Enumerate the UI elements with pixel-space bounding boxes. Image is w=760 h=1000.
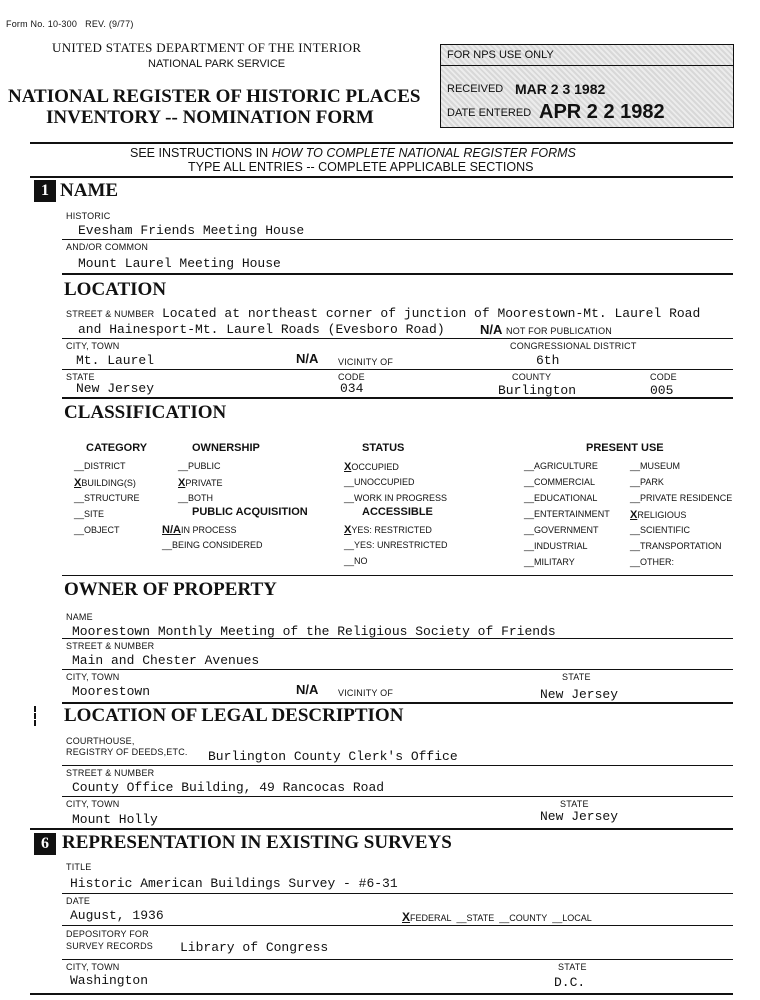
category-option bbox=[74, 461, 126, 471]
option-label: BEING CONSIDERED bbox=[172, 540, 263, 550]
survey-state-label: STATE bbox=[558, 962, 587, 972]
legal-street-label: STREET & NUMBER bbox=[66, 768, 155, 778]
not-for-publication-mark: N/A bbox=[480, 322, 503, 337]
present-use-option bbox=[524, 509, 610, 519]
option-label: COMMERCIAL bbox=[534, 477, 596, 487]
option-label: IN PROCESS bbox=[180, 525, 237, 535]
common-label: AND/OR COMMON bbox=[66, 242, 149, 252]
surveys-section-title: REPRESENTATION IN EXISTING SURVEYS bbox=[62, 832, 452, 853]
option-mark: __ bbox=[630, 477, 641, 487]
option-mark: __ bbox=[344, 493, 355, 503]
department-name: UNITED STATES DEPARTMENT OF THE INTERIOR bbox=[52, 40, 362, 55]
option-mark: __ bbox=[524, 509, 535, 519]
option-mark: __ bbox=[74, 509, 85, 519]
category-head: CATEGORY bbox=[86, 442, 148, 454]
ownership-option bbox=[178, 477, 223, 489]
option-mark: X bbox=[344, 524, 352, 536]
classification-section-title: CLASSIFICATION bbox=[64, 402, 227, 423]
owner-state-label: STATE bbox=[562, 672, 591, 682]
option-mark: __ bbox=[630, 461, 641, 471]
survey-city-label: CITY, TOWN bbox=[66, 962, 120, 972]
option-label: SITE bbox=[84, 509, 105, 519]
option-label: PRIVATE bbox=[185, 478, 223, 488]
owner-street-value: Main and Chester Avenues bbox=[72, 653, 260, 668]
present-use-option bbox=[630, 541, 722, 551]
acquisition-head: PUBLIC ACQUISITION bbox=[192, 506, 308, 518]
option-mark: __ bbox=[162, 540, 173, 550]
present-use-option bbox=[524, 525, 599, 535]
name-section-title: NAME bbox=[60, 180, 119, 201]
option-label: TRANSPORTATION bbox=[640, 541, 722, 551]
option-label: GOVERNMENT bbox=[534, 525, 599, 535]
service-name: NATIONAL PARK SERVICE bbox=[148, 58, 286, 70]
ownership-option bbox=[178, 461, 221, 471]
date-entered-label: DATE ENTERED bbox=[447, 107, 532, 119]
status-option bbox=[344, 477, 415, 487]
depository-label-1: DEPOSITORY FOR bbox=[66, 929, 149, 939]
category-option bbox=[74, 525, 120, 535]
section-number-6: 6 bbox=[34, 833, 56, 855]
option-label: RELIGIOUS bbox=[637, 510, 687, 520]
option-label: STRUCTURE bbox=[84, 493, 140, 503]
category-option bbox=[74, 509, 104, 519]
option-mark: __ bbox=[524, 541, 535, 551]
option-label: PARK bbox=[640, 477, 664, 487]
present-use-option bbox=[630, 557, 674, 567]
instructions-line2: TYPE ALL ENTRIES -- COMPLETE APPLICABLE SECTIONS bbox=[188, 160, 534, 174]
owner-state-value: New Jersey bbox=[540, 687, 619, 702]
date-entered-stamp: APR 2 2 1982 bbox=[539, 101, 665, 123]
county-code-label: CODE bbox=[650, 372, 677, 382]
accessible-head: ACCESSIBLE bbox=[362, 506, 433, 518]
option-mark: __ bbox=[74, 493, 85, 503]
ownership-head: OWNERSHIP bbox=[192, 442, 260, 454]
present-use-head: PRESENT USE bbox=[586, 442, 664, 454]
option-label: DISTRICT bbox=[84, 461, 126, 471]
option-label: NO bbox=[354, 556, 368, 566]
option-label: EDUCATIONAL bbox=[534, 493, 598, 503]
option-mark: __ bbox=[178, 493, 189, 503]
option-label: WORK IN PROGRESS bbox=[354, 493, 448, 503]
option-label: OBJECT bbox=[84, 525, 120, 535]
county-code-value: 005 bbox=[650, 383, 674, 398]
legal-city-label: CITY, TOWN bbox=[66, 799, 120, 809]
location-section-title: LOCATION bbox=[64, 279, 167, 300]
option-label: SCIENTIFIC bbox=[640, 525, 691, 535]
form-number: Form No. 10-300 REV. (9/77) bbox=[6, 19, 134, 29]
location-street-line1: Located at northeast corner of junction of Moorestown-Mt. Laurel Road bbox=[162, 306, 701, 321]
option-mark: X bbox=[178, 477, 186, 489]
present-use-option bbox=[524, 493, 597, 503]
present-use-option bbox=[524, 557, 575, 567]
option-mark: __ bbox=[524, 461, 535, 471]
not-for-publication-label: NOT FOR PUBLICATION bbox=[506, 326, 612, 336]
historic-label: HISTORIC bbox=[66, 211, 111, 221]
location-code-value: 034 bbox=[340, 381, 364, 396]
option-mark: __ bbox=[630, 525, 641, 535]
option-mark: __ bbox=[630, 541, 641, 551]
form-title-line2: INVENTORY -- NOMINATION FORM bbox=[46, 107, 374, 128]
owner-street-label: STREET & NUMBER bbox=[66, 641, 155, 651]
present-use-option bbox=[630, 525, 690, 535]
option-mark: X bbox=[630, 509, 638, 521]
owner-name-label: NAME bbox=[66, 612, 93, 622]
owner-section-title: OWNER OF PROPERTY bbox=[64, 579, 277, 600]
option-mark: __ bbox=[630, 557, 641, 567]
option-mark: X bbox=[344, 461, 352, 473]
nps-header: FOR NPS USE ONLY bbox=[447, 49, 554, 61]
option-mark: __ bbox=[524, 493, 535, 503]
option-label: PRIVATE RESIDENCE bbox=[640, 493, 733, 503]
option-mark: __ bbox=[524, 525, 535, 535]
present-use-option bbox=[524, 477, 595, 487]
legal-street-value: County Office Building, 49 Rancocas Road bbox=[72, 780, 385, 795]
survey-level-options: XFEDERAL __STATE __COUNTY __LOCAL bbox=[402, 910, 592, 924]
option-mark: __ bbox=[344, 540, 355, 550]
owner-city-label: CITY, TOWN bbox=[66, 672, 120, 682]
option-label: BOTH bbox=[188, 493, 214, 503]
location-city-label: CITY, TOWN bbox=[66, 341, 120, 351]
survey-title-label: TITLE bbox=[66, 862, 92, 872]
option-mark: __ bbox=[630, 493, 641, 503]
option-mark: N/A bbox=[162, 524, 181, 536]
county-value: Burlington bbox=[498, 383, 577, 398]
owner-vicinity-mark: N/A bbox=[296, 682, 319, 697]
option-label: MUSEUM bbox=[640, 461, 681, 471]
accessible-option bbox=[344, 524, 432, 536]
legal-city-value: Mount Holly bbox=[72, 812, 158, 827]
ownership-option bbox=[178, 493, 213, 503]
option-label: INDUSTRIAL bbox=[534, 541, 588, 551]
location-code-label: CODE bbox=[338, 372, 365, 382]
option-mark: __ bbox=[524, 557, 535, 567]
option-label: YES: RESTRICTED bbox=[351, 525, 432, 535]
location-vicinity-mark: N/A bbox=[296, 351, 319, 366]
accessible-option bbox=[344, 540, 448, 550]
location-state-value: New Jersey bbox=[76, 381, 155, 396]
category-option bbox=[74, 477, 136, 489]
option-mark: __ bbox=[524, 477, 535, 487]
congress-value: 6th bbox=[536, 353, 560, 368]
option-mark: __ bbox=[178, 461, 189, 471]
courthouse-label-2: REGISTRY OF DEEDS,ETC. bbox=[66, 747, 188, 757]
owner-name-value: Moorestown Monthly Meeting of the Religious Society of Friends bbox=[72, 624, 556, 639]
received-label: RECEIVED bbox=[447, 83, 504, 95]
owner-vicinity-label: VICINITY OF bbox=[338, 688, 394, 698]
survey-state-value: D.C. bbox=[554, 975, 586, 990]
location-street-line2: and Hainesport-Mt. Laurel Roads (Evesboro Road) bbox=[78, 322, 445, 337]
status-option bbox=[344, 493, 447, 503]
acquisition-option bbox=[162, 540, 263, 550]
nps-use-box bbox=[440, 44, 734, 128]
congress-label: CONGRESSIONAL DISTRICT bbox=[510, 341, 637, 351]
instructions-line1: SEE INSTRUCTIONS IN HOW TO COMPLETE NATIONAL REGISTER FORMS bbox=[130, 146, 576, 160]
common-value: Mount Laurel Meeting House bbox=[78, 256, 281, 271]
received-stamp: MAR 2 3 1982 bbox=[515, 81, 606, 97]
survey-title-value: Historic American Buildings Survey - #6-31 bbox=[70, 876, 398, 891]
option-mark: X bbox=[74, 477, 82, 489]
status-head: STATUS bbox=[362, 442, 405, 454]
present-use-option bbox=[524, 461, 598, 471]
courthouse-label-1: COURTHOUSE, bbox=[66, 736, 135, 746]
option-mark: __ bbox=[74, 525, 85, 535]
section-number-1: 1 bbox=[34, 180, 56, 202]
accessible-option bbox=[344, 556, 368, 566]
option-mark: __ bbox=[74, 461, 85, 471]
survey-date-label: DATE bbox=[66, 896, 91, 906]
present-use-option bbox=[630, 477, 664, 487]
location-state-label: STATE bbox=[66, 372, 95, 382]
option-label: AGRICULTURE bbox=[534, 461, 598, 471]
category-option bbox=[74, 493, 140, 503]
present-use-option bbox=[524, 541, 588, 551]
option-label: UNOCCUPIED bbox=[354, 477, 415, 487]
option-label: YES: UNRESTRICTED bbox=[354, 540, 448, 550]
depository-label-2: SURVEY RECORDS bbox=[66, 941, 153, 951]
option-label: OCCUPIED bbox=[351, 462, 399, 472]
option-label: ENTERTAINMENT bbox=[534, 509, 610, 519]
depository-value: Library of Congress bbox=[180, 940, 329, 955]
option-label: MILITARY bbox=[534, 557, 575, 567]
county-label: COUNTY bbox=[512, 372, 552, 382]
courthouse-value: Burlington County Clerk's Office bbox=[208, 749, 458, 764]
legal-section-title: LOCATION OF LEGAL DESCRIPTION bbox=[64, 705, 404, 726]
option-label: OTHER: bbox=[640, 557, 675, 567]
status-option bbox=[344, 461, 399, 473]
historic-value: Evesham Friends Meeting House bbox=[78, 223, 305, 238]
acquisition-option bbox=[162, 524, 236, 536]
form-title-line1: NATIONAL REGISTER OF HISTORIC PLACES bbox=[8, 86, 421, 107]
option-mark: __ bbox=[344, 556, 355, 566]
survey-date-value: August, 1936 bbox=[70, 908, 164, 923]
survey-city-value: Washington bbox=[70, 973, 149, 988]
option-label: BUILDING(S) bbox=[81, 478, 136, 488]
location-vicinity-label: VICINITY OF bbox=[338, 357, 394, 367]
legal-state-value: New Jersey bbox=[540, 809, 619, 824]
location-street-label: STREET & NUMBER bbox=[66, 309, 155, 319]
present-use-option bbox=[630, 461, 680, 471]
present-use-option bbox=[630, 509, 686, 521]
present-use-option bbox=[630, 493, 732, 503]
option-label: PUBLIC bbox=[188, 461, 221, 471]
option-mark: __ bbox=[344, 477, 355, 487]
owner-city-value: Moorestown bbox=[72, 684, 151, 699]
location-city-value: Mt. Laurel bbox=[76, 353, 155, 368]
legal-state-label: STATE bbox=[560, 799, 589, 809]
